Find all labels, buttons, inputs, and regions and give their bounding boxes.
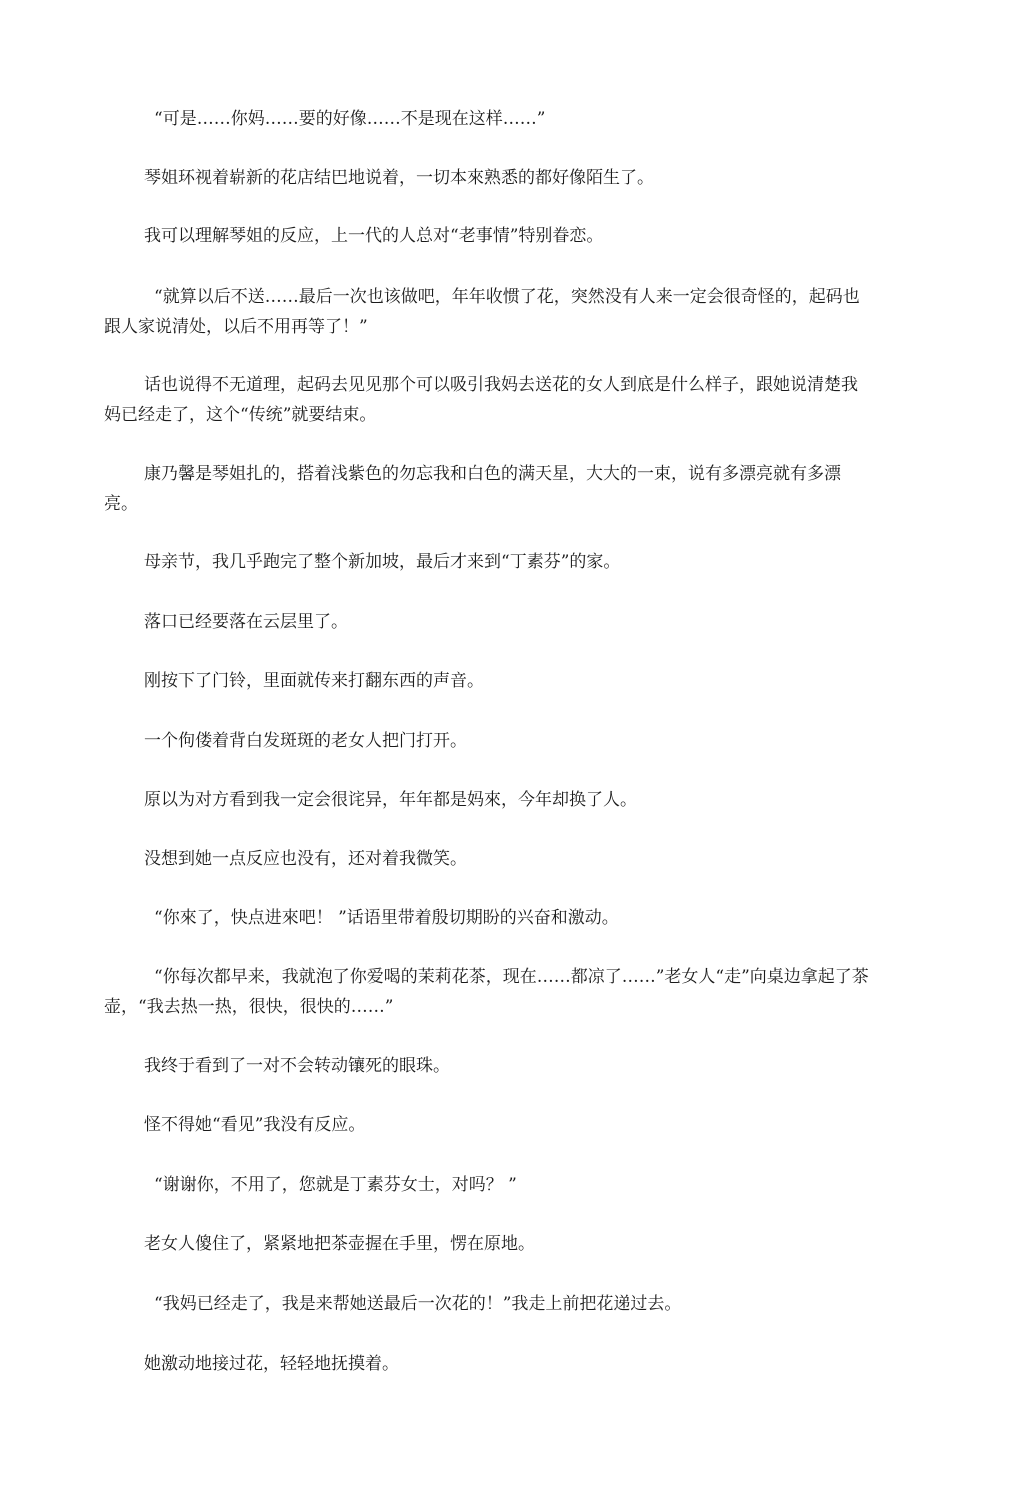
- paragraph: “你來了，快点进來吧！ ”话语里带着殷切期盼的兴奋和激动。: [154, 908, 619, 928]
- paragraph: 原以为对方看到我一定会很诧异，年年都是妈來，今年却换了人。: [144, 790, 637, 810]
- paragraph: “就算以后不送……最后一次也该做吧，年年收惯了花，突然没有人来一定会很奇怪的，起码也跟人家说清处，以后不用再等了！”: [104, 287, 860, 337]
- paragraph: “可是……你妈……要的好像……不是现在这样……”: [154, 109, 546, 129]
- paragraph: 刚按下了门铃，里面就传来打翻东西的声音。: [144, 671, 484, 691]
- paragraph: 老女人傻住了，紧紧地把茶壶握在手里，愣在原地。: [144, 1234, 535, 1254]
- paragraph: 一个佝偻着背白发斑斑的老女人把门打开。: [144, 731, 467, 751]
- paragraph: 她激动地接过花，轻轻地抚摸着。: [144, 1354, 399, 1374]
- paragraph: “我妈已经走了，我是来帮她送最后一次花的！”我走上前把花递过去。: [154, 1294, 682, 1314]
- paragraph: 琴姐环视着崭新的花店结巴地说着，一切本來熟悉的都好像陌生了。: [144, 168, 654, 188]
- paragraph: 落口已经要落在云层里了。: [144, 612, 348, 632]
- paragraph: “谢谢你，不用了，您就是丁素芬女士，对吗？ ”: [154, 1175, 517, 1195]
- paragraph: 我可以理解琴姐的反应，上一代的人总对“老事情”特别眷恋。: [144, 226, 604, 246]
- paragraph: 话也说得不无道理，起码去见见那个可以吸引我妈去送花的女人到底是什么样子，跟她说清楚我妈已经走了，这个“传统”就要结束。: [104, 375, 858, 425]
- paragraph: “你每次都早来，我就泡了你爱喝的茉莉花茶，现在……都凉了……”老女人“走”向桌边拿起了茶壶，“我去热一热，很快，很快的……”: [104, 967, 869, 1017]
- paragraph: 我终于看到了一对不会转动镶死的眼珠。: [144, 1056, 450, 1076]
- paragraph: 没想到她一点反应也没有，还对着我微笑。: [144, 849, 467, 869]
- paragraph: 康乃馨是琴姐扎的，搭着浅紫色的勿忘我和白色的满天星，大大的一束，说有多漂亮就有多漂亮。: [104, 464, 841, 514]
- paragraph: 怪不得她“看见”我没有反应。: [144, 1115, 366, 1135]
- paragraph: 母亲节，我几乎跑完了整个新加坡，最后才来到“丁素芬”的家。: [144, 552, 621, 572]
